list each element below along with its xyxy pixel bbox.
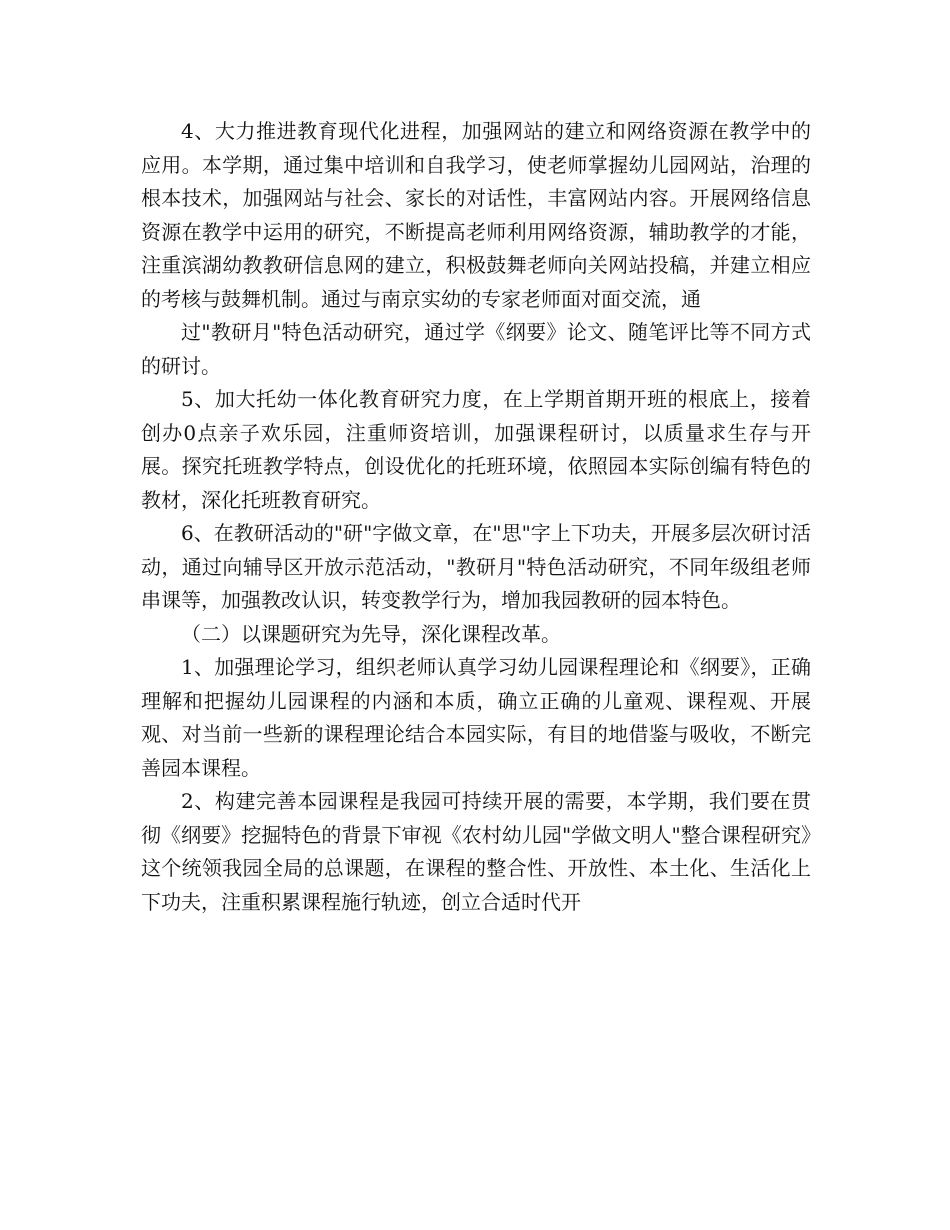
paragraph-item-5: 5、加大托幼一体化教育研究力度，在上学期首期开班的根底上，接着创办0点亲子欢乐园，注重师资培训，加强课程研讨，以质量求生存与开展。探究托班教学特点，创设优化的托班环境，依照园本实际创编有特色的教材，深化托班教育研究。	[141, 387, 811, 512]
paragraph-section2-item-2: 2、构建完善本园课程是我园可持续开展的需要，本学期，我们要在贯彻《纲要》挖掘特色的背景下审视《农村幼儿园"学做文明人"整合课程研究》这个统领我园全局的总课题，在课程的整合性、开放性、本土化、生活化上下功夫，注重积累课程施行轨迹，创立合适时代开	[141, 789, 811, 914]
document-body	[141, 115, 811, 919]
section-heading-2: （二）以课题研究为先导，深化课程改革。	[181, 621, 561, 646]
paragraph-item-4-continued: 过"教研月"特色活动研究，通过学《纲要》论文、随笔评比等不同方式的研讨。	[141, 320, 811, 378]
paragraph-item-4: 4、大力推进教育现代化进程，加强网站的建立和网络资源在教学中的应用。本学期，通过集中培训和自我学习，使老师掌握幼儿园网站，治理的根本技术，加强网站与社会、家长的对话性，丰富网站内容。开展网络信息资源在教学中运用的研究，不断提高老师利用网络资源，辅助教学的才能，注重滨湖幼教教研信息网的建立，积极鼓舞老师向关网站投稿，并建立相应的考核与鼓舞机制。通过与南京实幼的专家老师面对面交流，通	[141, 119, 811, 311]
paragraph-section2-item-1: 1、加强理论学习，组织老师认真学习幼儿园课程理论和《纲要》，正确理解和把握幼儿园课程的内涵和本质，确立正确的儿童观、课程观、开展观、对当前一些新的课程理论结合本园实际，有目的地借鉴与吸收，不断完善园本课程。	[141, 655, 811, 780]
paragraph-item-6: 6、在教研活动的"研"字做文章，在"思"字上下功夫，开展多层次研讨活动，通过向辅导区开放示范活动，"教研月"特色活动研究，不同年级组老师串课等，加强教改认识，转变教学行为，增加我园教研的园本特色。	[141, 521, 811, 612]
